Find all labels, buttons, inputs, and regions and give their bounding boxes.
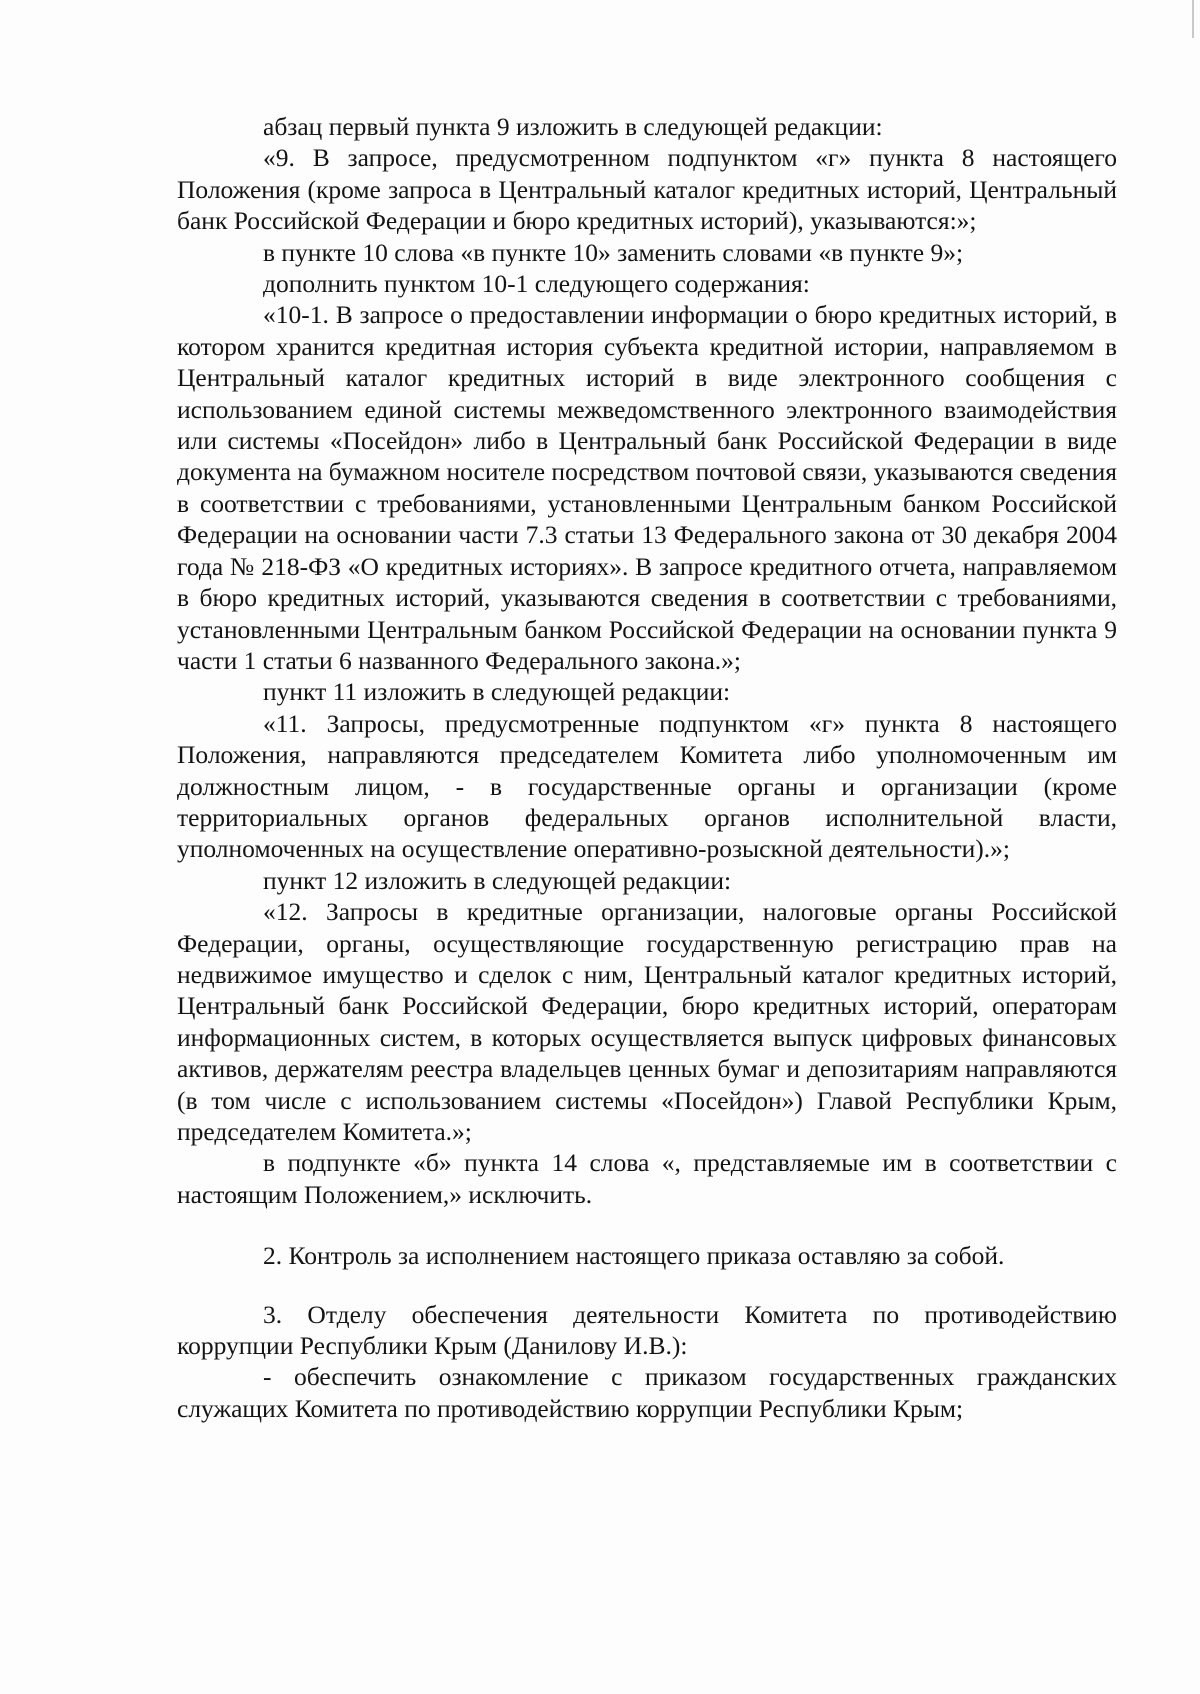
paragraph-item-10-1-text: «10-1. В запросе о предоставлении информации о бюро кредитных историй, в котором хранится кредитная история субъекта кредитной истории, направляемом в Центральный каталог кредитных историй в виде электронного сообщения с использованием единой системы межведомственного электронного взаимодействия или системы «Посейдон» либо в Центральный банк Российской Федерации в виде документа на бумажном носителе посредством почтовой связи, указываются сведения в соответствии с требованиями, установленными Центральным банком Российской Федерации на основании части 7.3 статьи 13 Федерального закона от 30 декабря 2004 года № 218-ФЗ «О кредитных историях». В запросе кредитного отчета, направляемом в бюро кредитных историй, указываются сведения в соответствии с требованиями, установленными Центральным банком Российской Федерации на основании пункта 9 части 1 статьи 6 названного Федерального закона.»;	[177, 300, 1117, 675]
scan-edge-mark	[1192, 0, 1194, 38]
document-body	[177, 111, 1117, 1424]
paragraph-order-item-3-bullet: - обеспечить ознакомление с приказом государственных гражданских служащих Комитета по противодействию коррупции Республики Крым;	[177, 1362, 1117, 1423]
paragraph-item-12-text: «12. Запросы в кредитные организации, налоговые органы Российской Федерации, органы, осуществляющие государственную регистрацию прав на недвижимое имущество и сделок с ним, Центральный каталог кредитных историй, Центральный банк Российской Федерации, бюро кредитных историй, операторам информационных систем, в которых осуществляется выпуск цифровых финансовых активов, держателям реестра владельцев ценных бумаг и депозитариям направляются (в том числе с использованием системы «Посейдон») Главой Республики Крым, председателем Комитета.»;	[177, 897, 1117, 1146]
paragraph-amend-9-intro: абзац первый пункта 9 изложить в следующей редакции:	[263, 112, 883, 141]
paragraph-amend-11-intro: пункт 11 изложить в следующей редакции:	[263, 677, 731, 707]
paragraph-item-10-change: в пункте 10 слова «в пункте 10» заменить словами «в пункте 9»;	[263, 237, 964, 267]
paragraph-item-9-text: «9. В запросе, предусмотренном подпунктом «г» пункта 8 настоящего Положения (кроме запроса в Центральный каталог кредитных историй, Центральный банк Российской Федерации и бюро кредитных историй), указываются:»;	[177, 143, 1117, 236]
paragraph-order-item-2: 2. Контроль за исполнением настоящего приказа оставляю за собой.	[263, 1241, 1005, 1271]
paragraph-amend-12-intro: пункт 12 изложить в следующей редакции:	[263, 865, 732, 895]
paragraph-order-item-3: 3. Отделу обеспечения деятельности Комитета по противодействию коррупции Республики Крым (Данилову И.В.):	[177, 1299, 1117, 1361]
paragraph-item-11-text: «11. Запросы, предусмотренные подпунктом «г» пункта 8 настоящего Положения, направляются председателем Комитета либо уполномоченным им должностным лицом, - в государственные органы и организации (кроме территориальных органов федеральных органов исполнительной власти, уполномоченных на осуществление оперативно-розыскной деятельности).»;	[177, 708, 1117, 864]
paragraph-item-14-change: в подпункте «б» пункта 14 слова «, представляемые им в соответствии с настоящим Положением,» исключить.	[177, 1148, 1117, 1209]
paragraph-add-10-1-intro: дополнить пунктом 10-1 следующего содержания:	[263, 269, 810, 299]
